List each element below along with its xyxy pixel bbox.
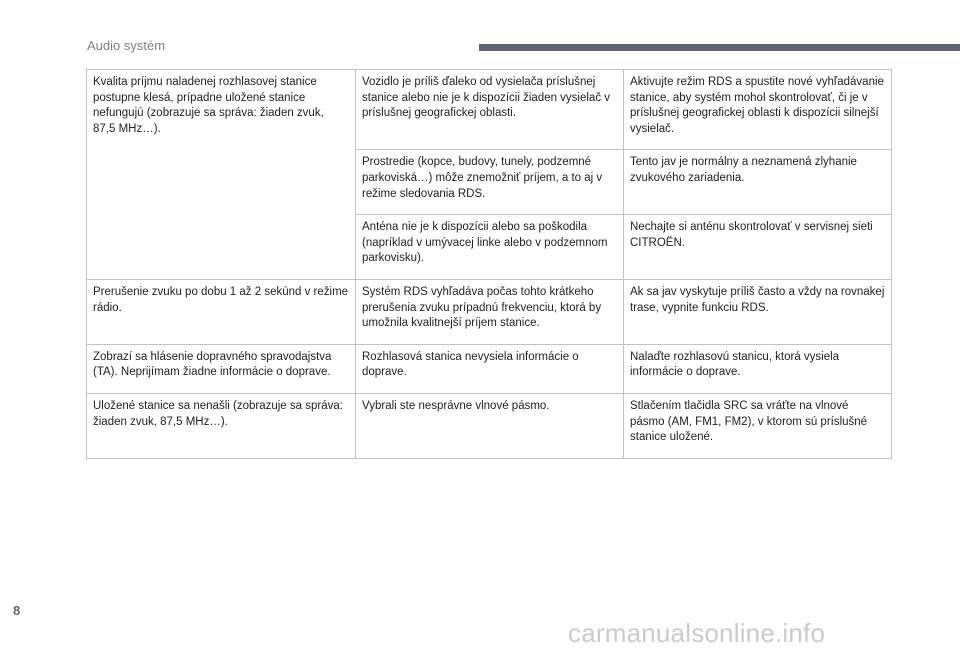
watermark: carmanualsonline.info [568, 618, 826, 648]
solution-cell: Ak sa jav vyskytuje príliš často a vždy na rovnakej trase, vypnite funkciu RDS. [624, 279, 892, 344]
table-row [87, 344, 892, 393]
solution-cell: Tento jav je normálny a neznamená zlyhanie zvukového zariadenia. [624, 150, 892, 215]
solution-cell: Aktivujte režim RDS a spustite nové vyhľadávanie stanice, aby systém mohol skontrolovať, či je v príslušnej geografickej oblasti k dispozícii silnejší vysielač. [624, 70, 892, 150]
table-row [87, 393, 892, 458]
section-title: Audio systém [87, 38, 166, 53]
cause-cell: Vozidlo je príliš ďaleko od vysielača príslušnej stanice alebo nie je k dispozícii žiaden vysielač v príslušnej geografickej oblasti. [356, 70, 624, 150]
table-row [87, 70, 892, 150]
cause-cell: Systém RDS vyhľadáva počas tohto krátkeho prerušenia zvuku prípadnú frekvenciu, ktorá by umožnila kvalitnejší príjem stanice. [356, 279, 624, 344]
table-row [87, 279, 892, 344]
troubleshooting-table [86, 69, 892, 459]
header-bar [479, 44, 960, 51]
solution-cell: Stlačením tlačidla SRC sa vráťte na vlnové pásmo (AM, FM1, FM2), v ktorom sú príslušné stanice uložené. [624, 393, 892, 458]
problem-cell: Uložené stanice sa nenašli (zobrazuje sa správa: žiaden zvuk, 87,5 MHz…). [87, 393, 356, 458]
cause-cell: Prostredie (kopce, budovy, tunely, podzemné parkoviská…) môže znemožniť príjem, a to aj v režime sledovania RDS. [356, 150, 624, 215]
cause-cell: Anténa nie je k dispozícii alebo sa poškodila (napríklad v umývacej linke alebo v podzemnom parkovisku). [356, 215, 624, 280]
problem-cell: Zobrazí sa hlásenie dopravného spravodajstva (TA). Neprijímam žiadne informácie o doprave. [87, 344, 356, 393]
problem-cell: Kvalita príjmu naladenej rozhlasovej stanice postupne klesá, prípadne uložené stanice nefungujú (zobrazuje sa správa: žiaden zvuk, 87,5 MHz…). [87, 70, 356, 280]
problem-cell: Prerušenie zvuku po dobu 1 až 2 sekúnd v režime rádio. [87, 279, 356, 344]
cause-cell: Vybrali ste nesprávne vlnové pásmo. [356, 393, 624, 458]
page-number: 8 [13, 603, 21, 618]
cause-cell: Rozhlasová stanica nevysiela informácie o doprave. [356, 344, 624, 393]
solution-cell: Nalaďte rozhlasovú stanicu, ktorá vysiela informácie o doprave. [624, 344, 892, 393]
solution-cell: Nechajte si anténu skontrolovať v servisnej sieti CITROËN. [624, 215, 892, 280]
